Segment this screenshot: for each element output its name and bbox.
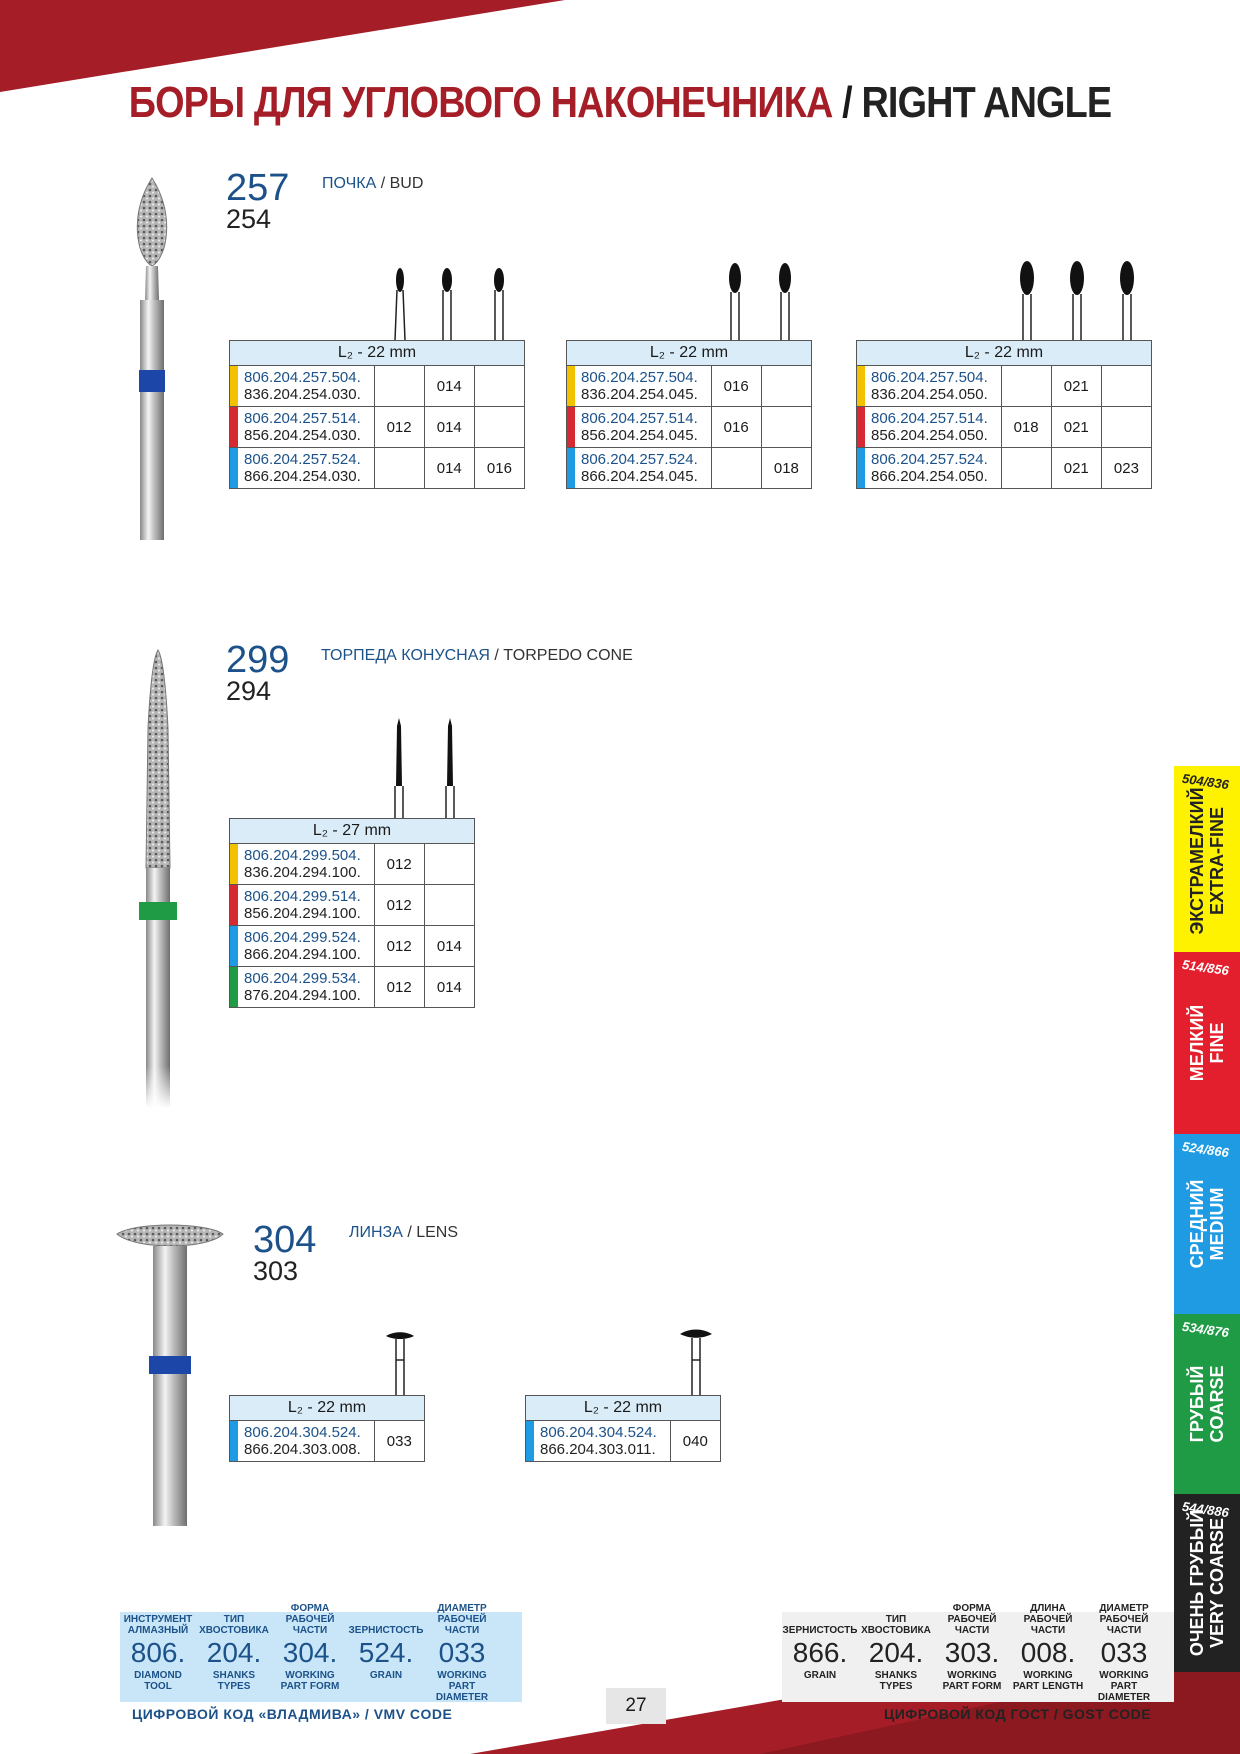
bud-tip-silhouettes-3 <box>1005 256 1155 340</box>
side-tab-fine: 514/856 МЕЛКИЙ FINE <box>1174 952 1240 1134</box>
grain-color-bar <box>857 407 865 447</box>
grain-color-bar <box>230 967 238 1007</box>
grain-color-bar <box>230 926 238 966</box>
table-row: 806.204.299.504. 836.204.294.100. 012 <box>230 844 475 885</box>
grain-color-bar <box>230 1421 238 1461</box>
vmv-code-legend <box>120 1603 522 1703</box>
legend-col: ТИП ХВОСТОВИКА 204. SHANKS TYPES <box>861 1614 931 1692</box>
table-row: 806.204.299.514. 856.204.294.100. 012 <box>230 885 475 926</box>
legend-col: ДЛИНА РАБОЧЕЙ ЧАСТИ 008. WORKING PART LENGTH <box>1012 1603 1084 1692</box>
legend-col: ДИАМЕТР РАБОЧЕЙ ЧАСТИ 033 WORKING PART DIAMETER <box>1097 1603 1151 1703</box>
section-torpedo-heading <box>226 639 290 706</box>
table-row: 806.204.257.524. 866.204.254.045. 018 <box>567 448 812 489</box>
legend-col: ФОРМА РАБОЧЕЙ ЧАСТИ 304. WORKING PART FORM <box>280 1603 340 1692</box>
table-row: 806.204.304.524. 866.204.303.008. 033 <box>230 1421 425 1462</box>
bud-tip-silhouettes-1 <box>380 260 530 340</box>
section-sub-number: 294 <box>226 676 272 706</box>
section-number: 257 <box>226 167 290 209</box>
grain-color-bar <box>230 407 238 447</box>
lens-table-2 <box>525 1395 721 1462</box>
table-row: 806.204.257.504. 836.204.254.050. 021 <box>857 366 1152 407</box>
lens-tip-silhouette-2 <box>676 1328 716 1396</box>
bud-table-3 <box>856 340 1152 489</box>
grain-color-bar <box>526 1421 534 1461</box>
bud-table-1 <box>229 340 525 489</box>
torpedo-table <box>229 818 475 1008</box>
section-shape-name: ЛИНЗА / LENS <box>349 1224 459 1241</box>
table-header: L₂ - 22 mm <box>857 341 1152 366</box>
page-title: БОРЫ ДЛЯ УГЛОВОГО НАКОНЕЧНИКА / RIGHT ANGLE <box>128 78 1112 127</box>
grain-color-bar <box>567 407 575 447</box>
bud-tip-silhouettes-2 <box>715 258 815 340</box>
table-row: 806.204.257.504. 836.204.254.030. 014 <box>230 366 525 407</box>
section-sub-number: 303 <box>253 1256 299 1286</box>
legend-col: ДИАМЕТР РАБОЧЕЙ ЧАСТИ 033 WORKING PART DIAMETER <box>435 1603 489 1703</box>
grain-color-bar <box>230 844 238 884</box>
grain-color-bar <box>230 448 238 488</box>
table-row: 806.204.257.524. 866.204.254.050. 021 023 <box>857 448 1152 489</box>
table-row: 806.204.304.524. 866.204.303.011. 040 <box>526 1421 721 1462</box>
section-bud-heading <box>226 167 290 234</box>
gost-code-caption: ЦИФРОВОЙ КОД ГОСТ / GOST CODE <box>884 1706 1152 1722</box>
grain-color-bar <box>230 885 238 925</box>
grain-color-bar <box>857 366 865 406</box>
table-row: 806.204.299.524. 866.204.294.100. 012 014 <box>230 926 475 967</box>
table-header: L₂ - 22 mm <box>230 1396 425 1421</box>
grain-color-bar <box>567 448 575 488</box>
side-tab-extra-fine: 504/836 ЭКСТРАМЕЛКИЙ EXTRA-FINE <box>1174 766 1240 956</box>
section-shape-name: ПОЧКА / BUD <box>322 175 424 192</box>
title-ru: БОРЫ ДЛЯ УГЛОВОГО НАКОНЕЧНИКА <box>128 78 833 127</box>
table-row: 806.204.299.534. 876.204.294.100. 012 014 <box>230 967 475 1008</box>
page-number: 27 <box>606 1688 666 1724</box>
table-row: 806.204.257.514. 856.204.254.030. 012 014 <box>230 407 525 448</box>
table-header: L₂ - 22 mm <box>567 341 812 366</box>
section-number: 299 <box>226 639 290 681</box>
vmv-code-caption: ЦИФРОВОЙ КОД «ВЛАДМИВА» / VMV CODE <box>132 1706 453 1722</box>
section-shape-name: ТОРПЕДА КОНУСНАЯ / TORPEDO CONE <box>321 647 633 664</box>
table-row: 806.204.257.524. 866.204.254.030. 014 016 <box>230 448 525 489</box>
legend-col: ЗЕРНИСТОСТЬ 866. GRAIN <box>782 1625 858 1681</box>
section-sub-number: 254 <box>226 204 272 234</box>
bud-table-2 <box>566 340 812 489</box>
table-header: L₂ - 22 mm <box>230 341 525 366</box>
torpedo-tip-silhouettes <box>385 716 465 820</box>
legend-col: ТИП ХВОСТОВИКА 204. SHANKS TYPES <box>199 1614 269 1692</box>
section-number: 304 <box>253 1219 317 1261</box>
grain-color-bar <box>567 366 575 406</box>
table-row: 806.204.257.514. 856.204.254.050. 018 021 <box>857 407 1152 448</box>
table-header: L₂ - 27 mm <box>230 819 475 844</box>
grain-color-bar <box>857 448 865 488</box>
lens-bur-illustration <box>115 1220 225 1560</box>
lens-table-1 <box>229 1395 425 1462</box>
table-row: 806.204.257.514. 856.204.254.045. 016 <box>567 407 812 448</box>
bud-bur-illustration <box>118 170 188 610</box>
legend-col: ИНСТРУМЕНТ АЛМАЗНЫЙ 806. DIAMOND TOOL <box>123 1614 193 1692</box>
legend-col: ЗЕРНИСТОСТЬ 524. GRAIN <box>348 1625 424 1681</box>
table-header: L₂ - 22 mm <box>526 1396 721 1421</box>
section-lens-heading <box>253 1219 317 1286</box>
table-row: 806.204.257.504. 836.204.254.045. 016 <box>567 366 812 407</box>
side-tab-very-coarse: 544/886 ОЧЕНЬ ГРУБЫЙ VERY COARSE <box>1174 1494 1240 1672</box>
legend-col: ФОРМА РАБОЧЕЙ ЧАСТИ 303. WORKING PART FORM <box>942 1603 1002 1692</box>
torpedo-cone-bur-illustration <box>124 648 194 1128</box>
title-en: RIGHT ANGLE <box>861 78 1112 127</box>
side-tab-medium: 524/866 СРЕДНИЙ MEDIUM <box>1174 1134 1240 1314</box>
gost-code-legend <box>782 1603 1174 1703</box>
side-tab-coarse: 534/876 ГРУБЫЙ COARSE <box>1174 1314 1240 1494</box>
grain-color-bar <box>230 366 238 406</box>
lens-tip-silhouette-1 <box>380 1330 420 1396</box>
